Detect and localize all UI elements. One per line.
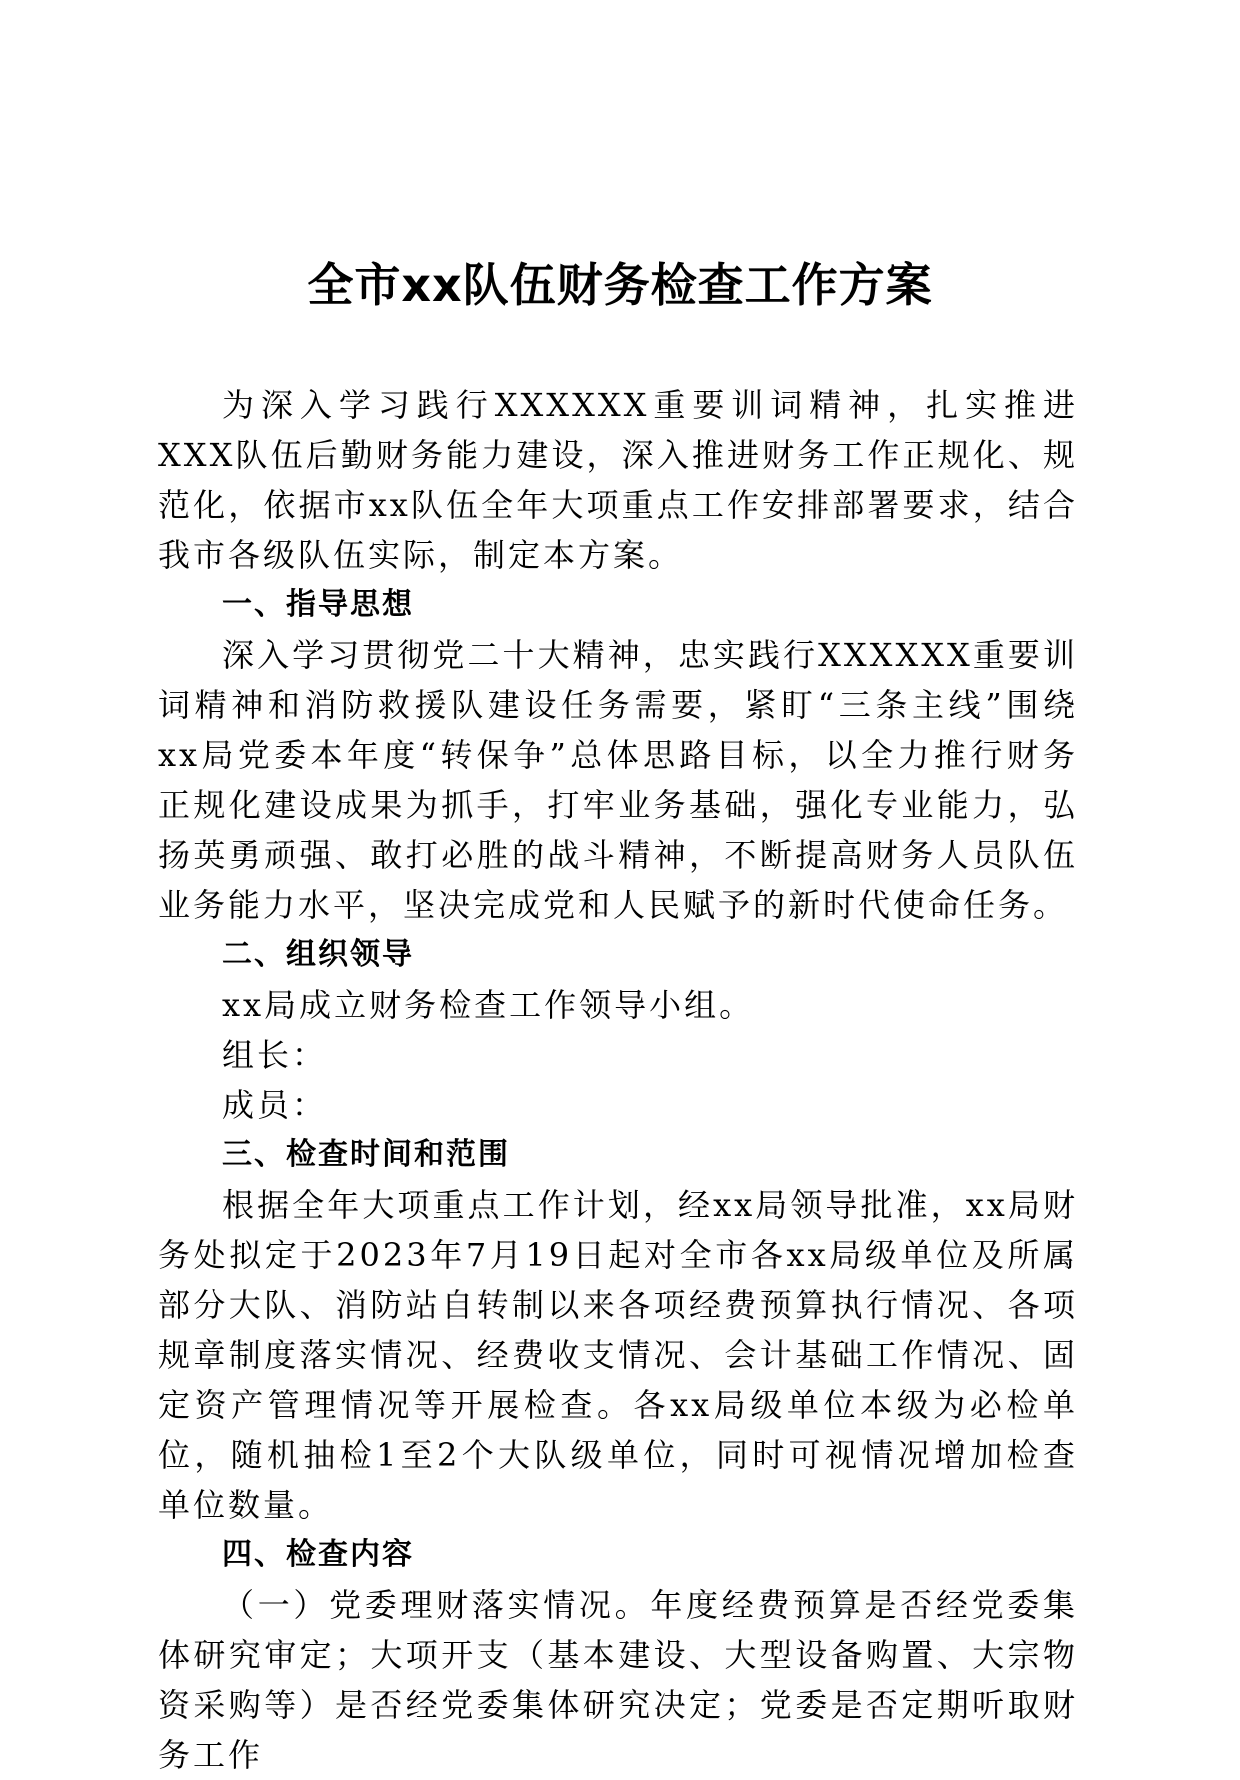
content-paragraph: （一）党委理财落实情况。年度经费预算是否经党委集体研究审定；大项开支（基本建设、大型设备购置、大宗物资采购等）是否经党委集体研究决定；党委是否定期听取财务工作 [158,1586,1078,1774]
time-scope-paragraph: 根据全年大项重点工作计划，经xx局领导批准，xx局财务处拟定于2023年7月19日起对全市各xx局级单位及所属部分大队、消防站自转制以来各项经费预算执行情况、各项规章制度落实情况、经费收支情况、会计基础工作情况、固定资产管理情况等开展检查。各xx局级单位本级为必检单位，随机抽检1至2个大队级单位，同时可视情况增加检查单位数量。 [158,1186,1078,1524]
document-body [158,380,1078,1780]
section-heading-organization: 二、组织领导 [222,937,414,972]
team-members-line: 成员： [222,1086,328,1124]
section-heading-time-scope: 三、检查时间和范围 [222,1137,510,1172]
section-heading-content: 四、检查内容 [222,1537,414,1572]
document-title: 全市xx队伍财务检查工作方案 [307,258,933,312]
intro-paragraph: 为深入学习践行XXXXXX重要训词精神，扎实推进XXX队伍后勤财务能力建设，深入推进财务工作正规化、规范化，依据市xx队伍全年大项重点工作安排部署要求，结合我市各级队伍实际，制定本方案。 [158,386,1078,574]
section-heading-guiding-ideology: 一、指导思想 [222,587,414,622]
organization-line: xx局成立财务检查工作领导小组。 [222,986,755,1024]
guiding-ideology-paragraph: 深入学习贯彻党二十大精神，忠实践行XXXXXX重要训词精神和消防救援队建设任务需要，紧盯“三条主线”围绕xx局党委本年度“转保争”总体思路目标，以全力推行财务正规化建设成果为抓手，打牢业务基础，强化专业能力，弘扬英勇顽强、敢打必胜的战斗精神，不断提高财务人员队伍业务能力水平，坚决完成党和人民赋予的新时代使命任务。 [158,636,1078,924]
team-leader-line: 组长： [222,1036,328,1074]
